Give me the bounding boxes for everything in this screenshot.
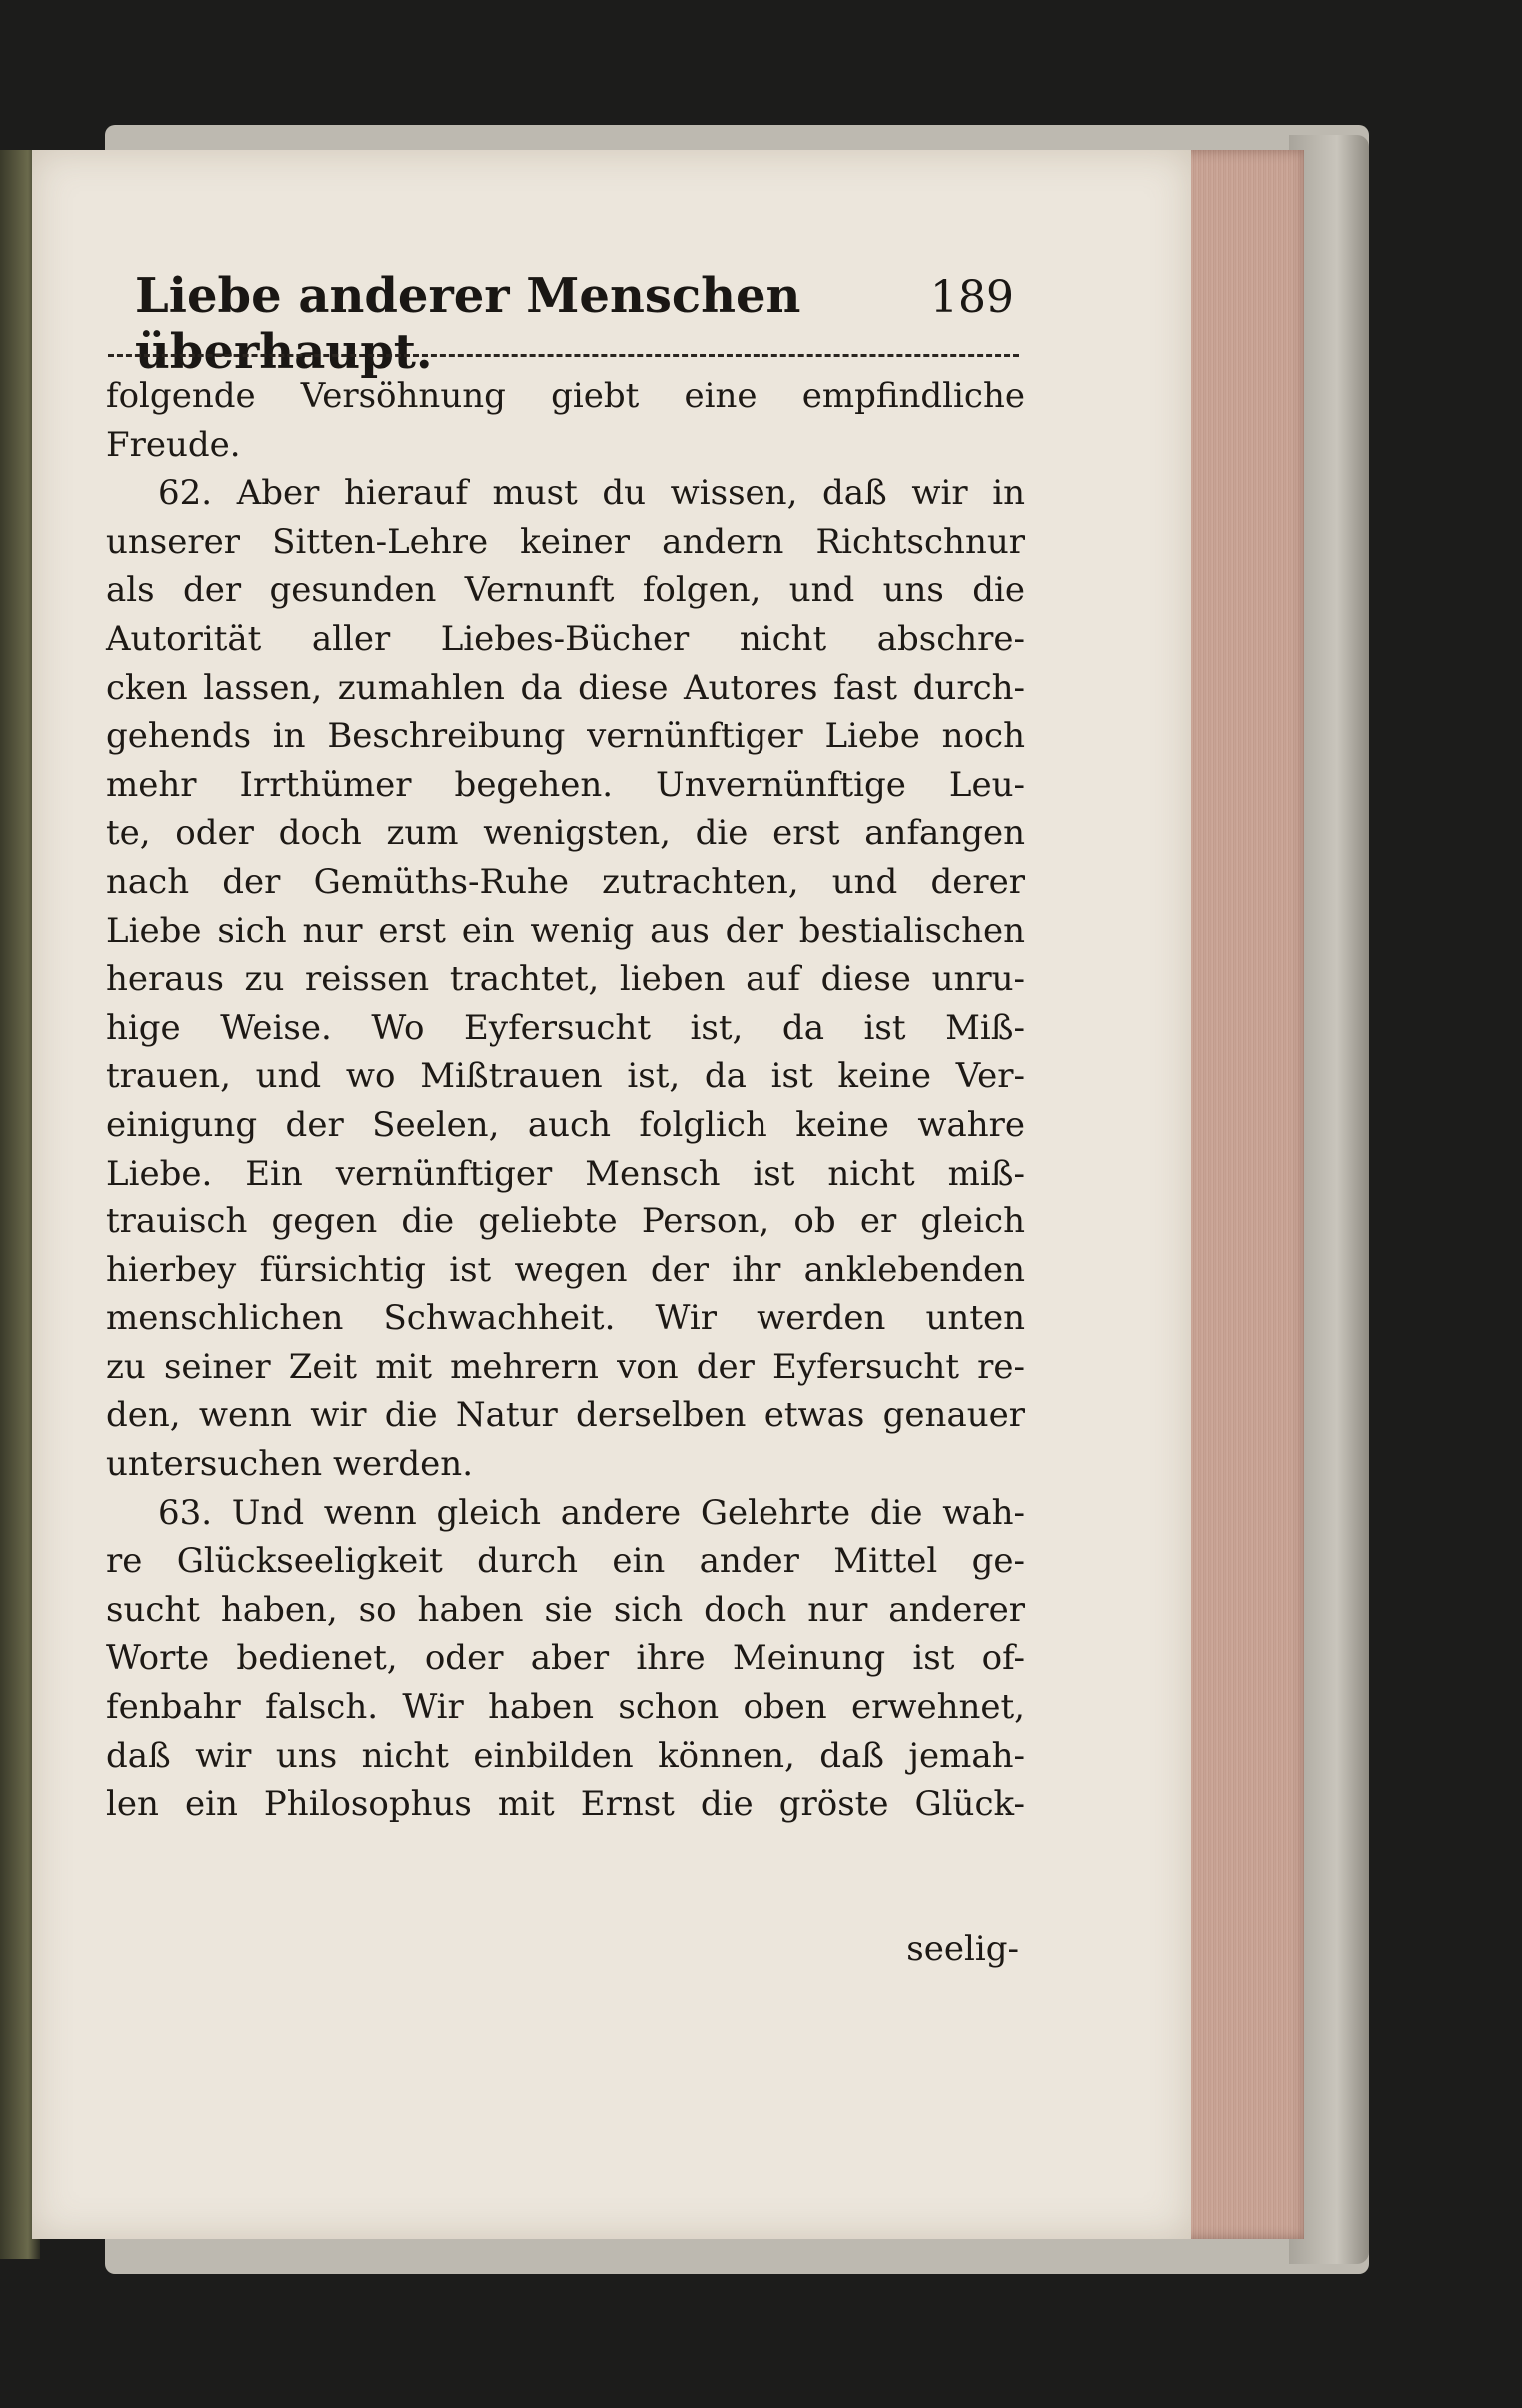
text-line: den, wenn wir die Natur derselben etwas genauer	[106, 1395, 1025, 1436]
text-line: daß wir uns nicht einbilden können, daß jemah-	[106, 1735, 1025, 1776]
catchword: seelig-	[906, 1929, 1019, 1969]
text-line: len ein Philosophus mit Ernst die gröste Glück-	[106, 1784, 1025, 1825]
text-line: hige Weise. Wo Eyfersucht ist, da ist Miß-	[106, 1007, 1025, 1048]
text-line: mehr Irrthümer begehen. Unvernünftige Leu-	[106, 764, 1025, 805]
text-line: re Glückseeligkeit durch ein ander Mittel ge-	[106, 1541, 1025, 1582]
text-line: trauisch gegen die geliebte Person, ob er gleich	[106, 1202, 1025, 1242]
text-line: gehends in Beschreibung vernünftiger Liebe noch	[106, 716, 1025, 757]
text-line: Freude.	[106, 424, 241, 465]
text-line: nach der Gemüths-Ruhe zutrachten, und derer	[106, 861, 1025, 902]
text-line: hierbey fürsichtig ist wegen der ihr anklebenden	[106, 1249, 1025, 1290]
text-line: cken lassen, zumahlen da diese Autores fast durch-	[106, 667, 1025, 708]
body-text	[106, 372, 1025, 1829]
text-line: Liebe sich nur erst ein wenig aus der bestialischen	[106, 910, 1025, 951]
text-line: menschlichen Schwachheit. Wir werden unten	[106, 1298, 1025, 1339]
text-line: als der gesunden Vernunft folgen, und uns die	[106, 570, 1025, 611]
text-line: 63. Und wenn gleich andere Gelehrte die wah-	[158, 1492, 1025, 1533]
text-line: Worte bedienet, oder aber ihre Meinung ist of-	[106, 1638, 1025, 1679]
text-line: Autorität aller Liebes-Bücher nicht abschre-	[106, 618, 1025, 659]
text-line: fenbahr falsch. Wir haben schon oben erwehnet,	[106, 1687, 1025, 1728]
running-head	[135, 268, 1014, 380]
text-line: sucht haben, so haben sie sich doch nur anderer	[106, 1589, 1025, 1630]
page-number: 189	[930, 272, 1014, 323]
text-line: te, oder doch zum wenigsten, die erst anfangen	[106, 813, 1025, 854]
text-line: untersuchen werden.	[106, 1444, 474, 1485]
page-edges	[1179, 150, 1304, 2239]
head-rule	[108, 354, 1019, 357]
text-line: unserer Sitten-Lehre keiner andern Richtschnur	[106, 521, 1025, 562]
text-line: zu seiner Zeit mit mehrern von der Eyfersucht re-	[106, 1346, 1025, 1387]
text-line: heraus zu reissen trachtet, lieben auf diese unru-	[106, 959, 1025, 1000]
text-line: einigung der Seelen, auch folglich keine wahre	[106, 1104, 1025, 1145]
text-line: Liebe. Ein vernünftiger Mensch ist nicht miß-	[106, 1153, 1025, 1194]
text-line: folgende Versöhnung giebt eine empfindliche	[106, 376, 1025, 416]
running-title: Liebe anderer Menschen überhaupt.	[135, 268, 801, 380]
text-line: trauen, und wo Mißtrauen ist, da ist keine Ver-	[106, 1056, 1025, 1097]
text-line: 62. Aber hierauf must du wissen, daß wir in	[158, 473, 1025, 514]
